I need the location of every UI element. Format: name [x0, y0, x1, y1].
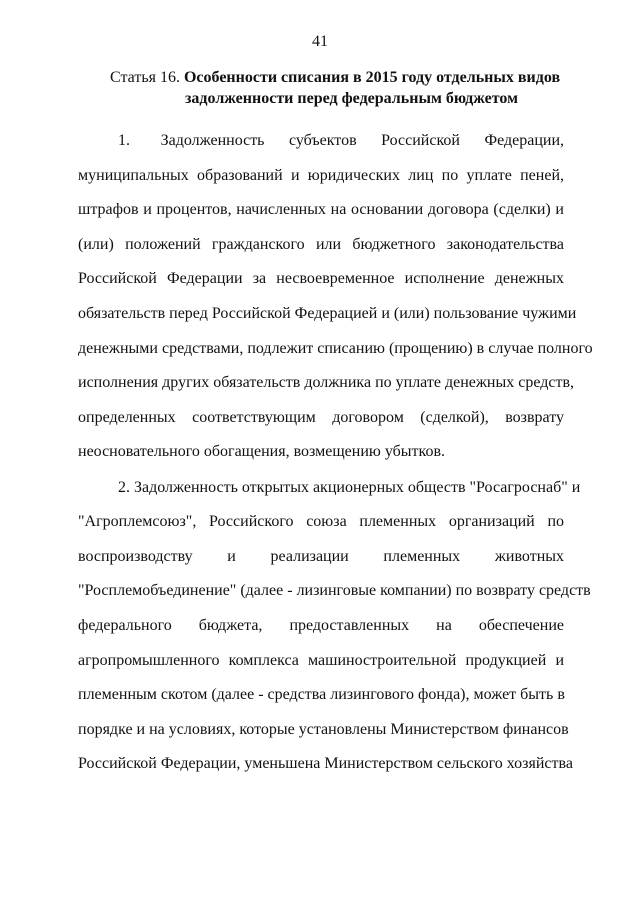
paragraph-2-line-4: "Росплемобъединение" (далее - лизинговые компании) по возврату средств	[78, 582, 591, 599]
paragraph-2-line-6: агропромышленного комплекса машиностроительной продукцией и	[78, 652, 564, 669]
paragraph-2-line-3: воспроизводству и реализации племенных животных	[78, 548, 564, 565]
paragraph-1-line-1: 1. Задолженность субъектов Российской Федерации,	[118, 132, 564, 149]
paragraph-2-line-7: племенным скотом (далее - средства лизингового фонда), может быть в	[78, 686, 565, 703]
paragraph-1-line-2: муниципальных образований и юридических лиц по уплате пеней,	[78, 167, 564, 184]
paragraph-1-line-10: неосновательного обогащения, возмещению убытков.	[78, 443, 446, 460]
paragraph-1-line-5: Российской Федерации за несвоевременное исполнение денежных	[78, 270, 564, 287]
paragraph-1-line-7: денежными средствами, подлежит списанию (прощению) в случае полного	[78, 340, 593, 357]
paragraph-1-line-8: исполнения других обязательств должника по уплате денежных средств,	[78, 374, 575, 391]
paragraph-1-line-3: штрафов и процентов, начисленных на основании договора (сделки) и	[78, 201, 564, 218]
paragraph-1-line-9: определенных соответствующим договором (сделкой), возврату	[78, 409, 564, 426]
paragraph-2-line-5: федерального бюджета, предоставленных на обеспечение	[78, 617, 564, 634]
article-title-line-1: Особенности списания в 2015 году отдельных видов	[183, 69, 561, 86]
paragraph-2-line-9: Российской Федерации, уменьшена Министерством сельского хозяйства	[78, 755, 573, 772]
article-heading	[110, 67, 580, 109]
page-number: 41	[312, 33, 328, 50]
paragraph-1-line-6: обязательств перед Российской Федерацией и (или) пользование чужими	[78, 305, 577, 322]
article-title-line-2: задолженности перед федеральным бюджетом	[185, 90, 518, 107]
paragraph-2-line-2: "Агроплемсоюз", Российского союза племенных организаций по	[78, 513, 564, 530]
article-label: Статья 16.	[110, 69, 180, 86]
paragraph-2-line-1: 2. Задолженность открытых акционерных обществ "Росагроснаб" и	[118, 479, 581, 496]
paragraph-1-line-4: (или) положений гражданского или бюджетного законодательства	[78, 236, 564, 253]
paragraph-2-line-8: порядке и на условиях, которые установлены Министерством финансов	[78, 721, 569, 738]
